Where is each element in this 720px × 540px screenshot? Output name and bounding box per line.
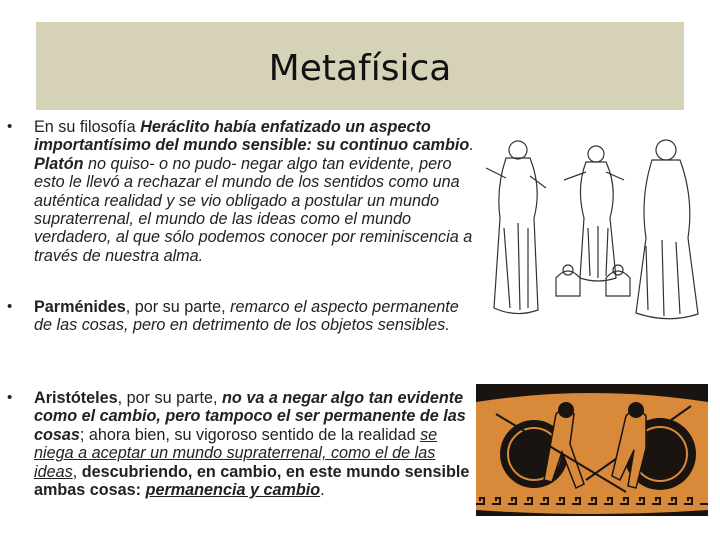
text-run-italic: remarco el aspecto permanente de las cosas, pero en detrimento de los objetos sensibles. <box>34 298 459 335</box>
text-run: ; ahora bien, su vigoroso sentido de la realidad <box>79 425 421 444</box>
bullet-aristoteles <box>7 389 474 500</box>
greek-figures-illustration <box>476 128 706 338</box>
text-run: En su filosofía <box>34 118 141 136</box>
text-run-bold-italic: no va a negar algo tan evidente como el cambio, pero tampoco el ser permanente de las cosas <box>34 389 466 444</box>
bullet-parmenides <box>7 298 464 335</box>
greek-vase-warriors-illustration <box>476 384 708 516</box>
text-run: . <box>320 481 325 500</box>
slide-title: Metafísica <box>268 48 452 89</box>
text-run-bold: descubriendo, en cambio, en este mundo sensible ambas cosas: <box>34 462 470 500</box>
bullet-text <box>34 389 474 499</box>
text-run-bold-italic-underline: permanencia y cambio <box>145 481 321 500</box>
text-run-italic: no quiso- o no pudo- negar algo tan evidente, pero esto le llevó a rechazar el mundo de los sentidos como una auténtica realidad y se vio obligado a postular un mundo supraterrenal, el mundo de las ideas como el mundo verdadero, al que sólo podemos conocer por reminiscencia a través de nuestra alma. <box>34 154 473 265</box>
text-run: , <box>72 462 82 481</box>
text-run-italic-underline: se niega a aceptar un mundo supraterrenal, como el de las ideas <box>34 425 438 481</box>
title-band <box>36 22 684 110</box>
bullet-heraclito <box>7 118 476 265</box>
text-run-bold-italic: Platón <box>34 154 84 173</box>
bullet-text <box>34 298 464 335</box>
bullet-marker: • <box>7 118 13 135</box>
text-run: , por su parte, <box>117 389 223 407</box>
text-run-bold: Aristóteles <box>34 389 118 407</box>
text-run-italic: . <box>469 136 474 155</box>
text-run-bold: Parménides <box>34 298 126 316</box>
text-run: , por su parte, <box>125 298 231 316</box>
bullet-marker: • <box>7 389 13 406</box>
bullet-text <box>34 118 476 265</box>
text-run-bold-italic: Heráclito había enfatizado un aspecto importantísimo del mundo sensible: su continuo cambio <box>34 118 470 155</box>
bullet-marker: • <box>7 298 13 315</box>
